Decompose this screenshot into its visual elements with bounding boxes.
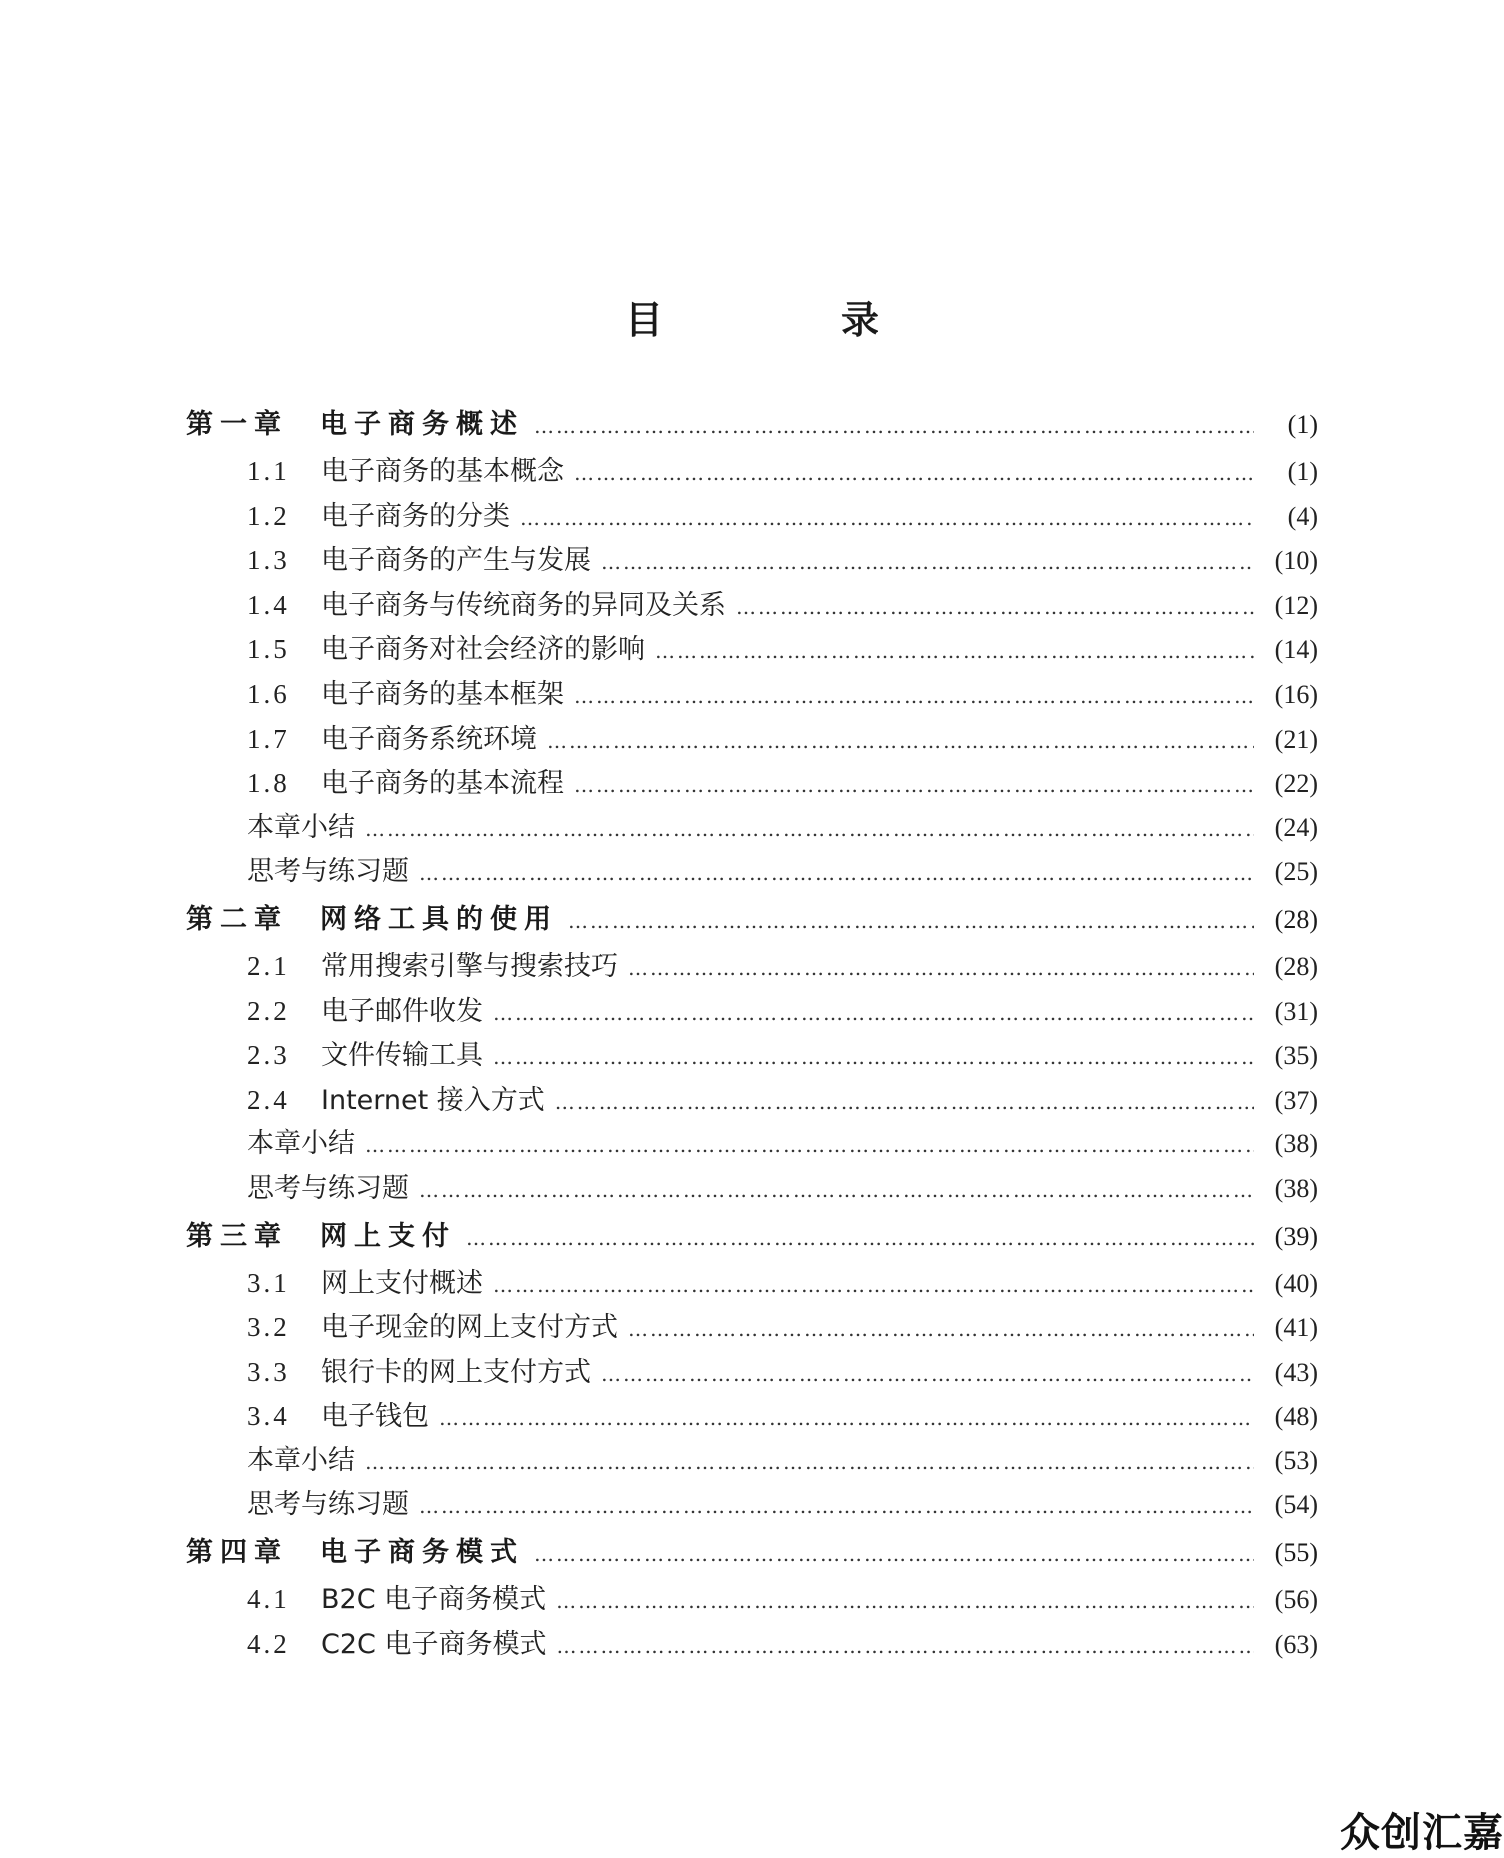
- watermark-logo: 众创汇嘉: [1340, 1810, 1504, 1856]
- page-number: (38): [1274, 1173, 1318, 1203]
- toc-extra-row[interactable]: [186, 1483, 1318, 1528]
- toc-entry-title: C2C 电子商务模式: [321, 1628, 547, 1660]
- dot-leader: [493, 1263, 1254, 1308]
- toc-entry-title: 电子商务的产生与发展: [321, 545, 591, 577]
- page-number: (12): [1274, 590, 1318, 620]
- page-title: 目 录: [624, 297, 949, 342]
- dot-leader: [534, 1530, 1254, 1579]
- toc-section-row[interactable]: [186, 1577, 1318, 1622]
- toc-entry-title: 思考与练习题: [247, 1489, 409, 1521]
- toc-chapter-row[interactable]: [186, 1528, 1318, 1577]
- toc-entry-title: Internet 接入方式: [321, 1084, 545, 1116]
- dot-leader: [365, 1440, 1254, 1485]
- toc-entry-title: B2C 电子商务模式: [321, 1584, 547, 1616]
- page-number: (14): [1274, 635, 1318, 665]
- dot-leader: [574, 763, 1254, 808]
- toc-entry-title: 网上支付: [320, 1220, 456, 1252]
- section-number: 4.1: [247, 1584, 290, 1615]
- page-number: (53): [1274, 1445, 1318, 1475]
- toc-extra-row[interactable]: [186, 1122, 1318, 1167]
- section-number: 2.1: [247, 950, 290, 981]
- toc-section-row[interactable]: [186, 1394, 1318, 1439]
- page-number: (16): [1274, 679, 1318, 709]
- dot-leader: [520, 496, 1254, 541]
- toc-section-row[interactable]: [186, 583, 1318, 628]
- dot-leader: [574, 674, 1254, 719]
- toc-section-row[interactable]: [186, 627, 1318, 672]
- toc-section-row[interactable]: [186, 494, 1318, 539]
- dot-leader: [601, 540, 1254, 585]
- dot-leader: [628, 946, 1254, 991]
- toc-entry-title: 电子钱包: [321, 1401, 429, 1433]
- page-number: (38): [1274, 1129, 1318, 1159]
- toc-section-row[interactable]: [186, 538, 1318, 583]
- toc-extra-row[interactable]: [186, 850, 1318, 895]
- dot-leader: [439, 1396, 1254, 1441]
- toc-entry-title: 电子邮件收发: [321, 995, 483, 1027]
- section-number: 3.4: [247, 1401, 290, 1432]
- chapter-label: 第一章: [186, 409, 288, 440]
- section-number: 4.2: [247, 1628, 290, 1659]
- page-number: (48): [1274, 1402, 1318, 1432]
- page-number: (1): [1287, 457, 1318, 486]
- page-number: (28): [1274, 951, 1318, 981]
- dot-leader: [555, 1080, 1254, 1125]
- toc-entry-title: 常用搜索引擎与搜索技巧: [321, 950, 618, 982]
- section-number: 2.3: [247, 1040, 290, 1071]
- toc-entry-title: 文件传输工具: [321, 1040, 483, 1072]
- page-number: (43): [1274, 1357, 1318, 1387]
- toc-entry-title: 思考与练习题: [247, 856, 409, 888]
- toc-section-row[interactable]: [186, 1261, 1318, 1306]
- dot-leader: [466, 1214, 1254, 1263]
- section-number: 1.7: [247, 723, 290, 754]
- toc-chapter-row[interactable]: [186, 400, 1318, 449]
- dot-leader: [419, 1168, 1254, 1213]
- page-number: (56): [1274, 1585, 1318, 1615]
- page-number: (39): [1274, 1221, 1318, 1251]
- toc-entry-title: 本章小结: [247, 1128, 355, 1160]
- toc-entry-title: 思考与练习题: [247, 1172, 409, 1204]
- toc-entry-title: 电子商务的基本框架: [321, 678, 564, 710]
- dot-leader: [574, 451, 1254, 496]
- toc-extra-row[interactable]: [186, 806, 1318, 851]
- toc-entry-title: 电子商务的分类: [321, 500, 510, 532]
- toc-section-row[interactable]: [186, 1622, 1318, 1667]
- page-number: (1): [1287, 410, 1318, 439]
- section-number: 1.5: [247, 634, 290, 665]
- section-number: 1.4: [247, 589, 290, 620]
- toc-section-row[interactable]: [186, 1033, 1318, 1078]
- section-number: 3.2: [247, 1312, 290, 1343]
- page-number: (22): [1274, 769, 1318, 799]
- page-number: (55): [1274, 1538, 1318, 1568]
- page-number: (37): [1274, 1085, 1318, 1115]
- page-number: (21): [1274, 724, 1318, 754]
- toc-entry-title: 电子现金的网上支付方式: [321, 1312, 618, 1344]
- section-number: 1.2: [247, 500, 290, 531]
- chapter-label: 第四章: [186, 1537, 288, 1569]
- page-number: (31): [1274, 996, 1318, 1026]
- dot-leader: [365, 1123, 1254, 1168]
- section-number: 1.6: [247, 678, 290, 709]
- page-number: (10): [1274, 546, 1318, 576]
- section-number: 1.3: [247, 545, 290, 576]
- page-number: (4): [1287, 501, 1318, 531]
- toc-section-row[interactable]: [186, 672, 1318, 717]
- section-number: 1.8: [247, 768, 290, 799]
- page-number: (54): [1274, 1490, 1318, 1520]
- dot-leader: [568, 897, 1254, 946]
- page-number: (41): [1274, 1313, 1318, 1343]
- dot-leader: [601, 1352, 1254, 1397]
- section-number: 3.3: [247, 1356, 290, 1387]
- dot-leader: [556, 1624, 1254, 1669]
- toc-section-row[interactable]: [186, 1350, 1318, 1395]
- dot-leader: [534, 402, 1254, 451]
- toc-entry-title: 电子商务的基本概念: [321, 456, 564, 487]
- toc-chapter-row[interactable]: [186, 1212, 1318, 1261]
- toc-entry-title: 网络工具的使用: [320, 903, 558, 935]
- chapter-label: 第二章: [186, 903, 288, 935]
- toc-entry-title: 电子商务的基本流程: [321, 768, 564, 800]
- dot-leader: [556, 1579, 1254, 1624]
- toc-entry-title: 电子商务对社会经济的影响: [321, 634, 645, 666]
- dot-leader: [493, 1035, 1254, 1080]
- toc-section-row[interactable]: [186, 944, 1318, 989]
- chapter-label: 第三章: [186, 1220, 288, 1252]
- toc-entry-title: 银行卡的网上支付方式: [321, 1356, 591, 1388]
- section-number: 2.2: [247, 995, 290, 1026]
- toc-entry-title: 网上支付概述: [321, 1267, 483, 1299]
- toc-entry-title: 电子商务系统环境: [321, 723, 537, 755]
- toc-chapter-row[interactable]: [186, 895, 1318, 944]
- page-number: (63): [1274, 1629, 1318, 1659]
- toc-section-row[interactable]: [186, 717, 1318, 762]
- toc-entry-title: 电子商务概述: [320, 409, 524, 440]
- dot-leader: [419, 1484, 1254, 1529]
- toc-entry-title: 本章小结: [247, 811, 355, 843]
- toc-entry-title: 电子商务模式: [320, 1537, 524, 1569]
- toc-section-row[interactable]: [186, 1305, 1318, 1350]
- dot-leader: [419, 851, 1254, 896]
- section-number: 1.1: [247, 456, 290, 486]
- section-number: 3.1: [247, 1267, 290, 1298]
- toc-section-row[interactable]: [186, 761, 1318, 806]
- toc-section-row[interactable]: [186, 1078, 1318, 1123]
- dot-leader: [365, 807, 1254, 852]
- toc-extra-row[interactable]: [186, 1167, 1318, 1212]
- table-of-contents: [186, 400, 1318, 1666]
- page-number: (35): [1274, 1041, 1318, 1071]
- page-number: (25): [1274, 857, 1318, 887]
- dot-leader: [736, 585, 1254, 630]
- toc-section-row[interactable]: [186, 989, 1318, 1034]
- dot-leader: [628, 1307, 1254, 1352]
- dot-leader: [655, 629, 1254, 674]
- dot-leader: [493, 991, 1254, 1036]
- section-number: 2.4: [247, 1084, 290, 1115]
- toc-extra-row[interactable]: [186, 1439, 1318, 1484]
- dot-leader: [547, 719, 1254, 764]
- page-number: (24): [1274, 812, 1318, 842]
- page-number: (28): [1274, 904, 1318, 934]
- toc-section-row[interactable]: [186, 449, 1318, 494]
- toc-entry-title: 本章小结: [247, 1444, 355, 1476]
- toc-entry-title: 电子商务与传统商务的异同及关系: [321, 589, 726, 621]
- page-number: (40): [1274, 1268, 1318, 1298]
